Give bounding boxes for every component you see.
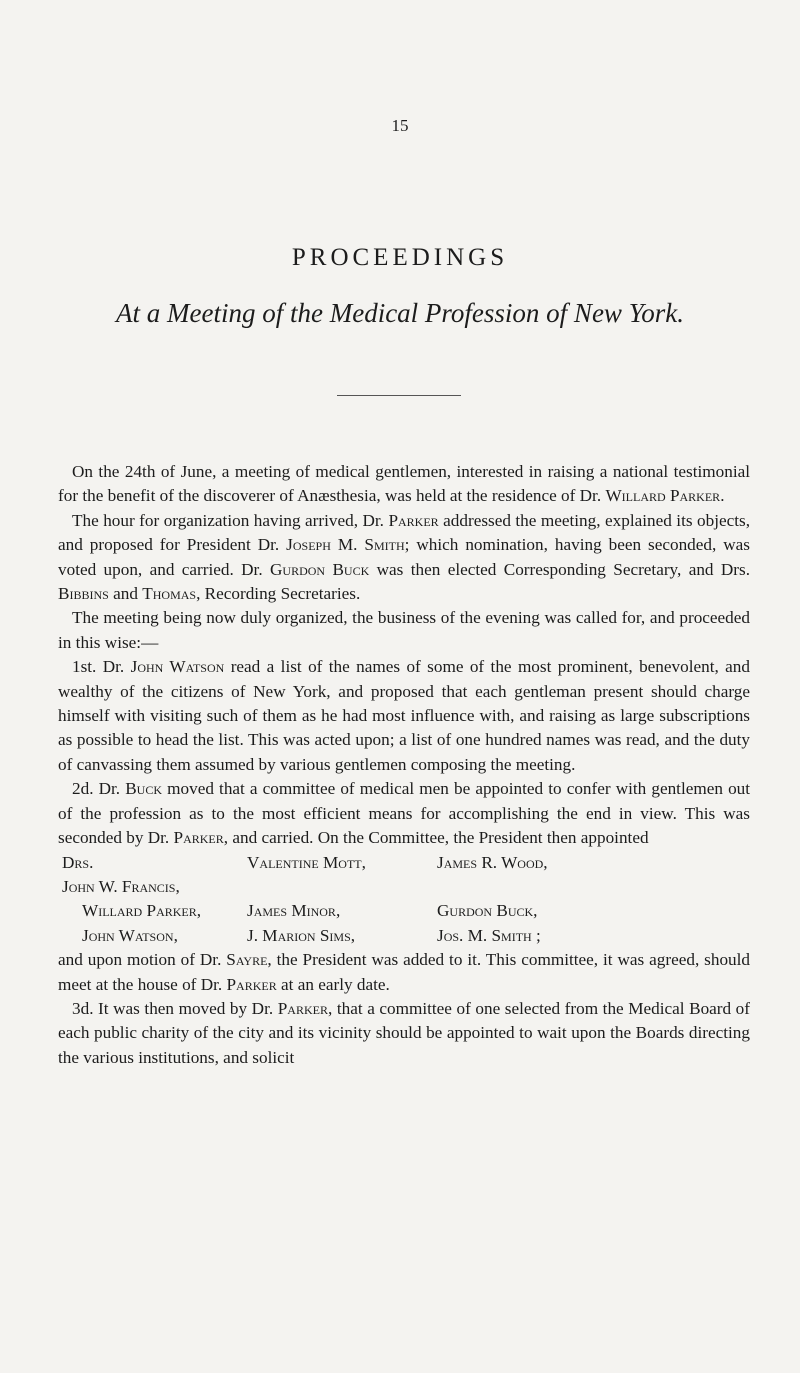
- committee-member: Valentine Mott,: [247, 852, 366, 872]
- paragraph-5: [58, 777, 750, 850]
- text: addressed the meeting, explained its objects, and proposed for President Dr.: [58, 510, 751, 555]
- person-name: Parker: [277, 998, 328, 1018]
- person-name: Parker: [388, 510, 439, 530]
- person-name: Joseph M. Smith: [286, 535, 405, 555]
- person-name: Gurdon Buck: [270, 559, 370, 579]
- page-number: 15: [391, 116, 409, 135]
- paragraph-4: [58, 655, 750, 777]
- person-name: Parker: [226, 974, 277, 994]
- person-name: Thomas: [142, 584, 197, 604]
- committee-list: [62, 851, 750, 949]
- text: .: [720, 486, 725, 506]
- committee-member: Gurdon Buck,: [437, 901, 538, 921]
- text: , Recording Secretaries.: [196, 584, 361, 604]
- document-body: [58, 460, 750, 1070]
- text: read a list of the names of some of the most prominent, benevolent, and wealthy of the citizens of New York, and proposed that each gentleman present should charge himself with visiting such of them as he had most influence with, and raising as large subscriptions as possible to head the list. This was acted upon; a list of one hundred names was read, and the duty of canvassing them assumed by various gentlemen composing the meeting.: [58, 657, 750, 774]
- text: The meeting being now duly organized, the business of the evening was called for, and proceeded in this wise:—: [58, 608, 750, 652]
- person-name: Willard Parker: [605, 486, 721, 506]
- text: , and carried. On the Committee, the President then appointed: [223, 828, 649, 848]
- text: and: [113, 584, 138, 604]
- committee-member: J. Marion Sims,: [247, 925, 356, 945]
- text: 2d. Dr.: [72, 779, 121, 799]
- committee-member: Willard Parker,: [82, 901, 202, 921]
- person-name: Bibbins: [58, 584, 109, 604]
- page-subtitle: At a Meeting of the Medical Profession of New York.: [116, 298, 684, 328]
- text: ; which nomination, having been seconded, was voted upon, and carried. Dr.: [58, 535, 750, 579]
- committee-member: John Watson,: [82, 925, 178, 945]
- paragraph-3: [58, 606, 750, 655]
- paragraph-2: [58, 509, 750, 607]
- text: moved that a committee of medical men be appointed to confer with gentlemen out of the profession as to the most efficient means for accomplishing the end in view. This was seconded by Dr.: [58, 779, 751, 848]
- person-name: John Watson: [130, 657, 225, 677]
- committee-member: [62, 851, 247, 900]
- committee-member: James R. Wood,: [437, 852, 548, 872]
- divider-rule: [337, 395, 461, 396]
- person-name: Parker: [173, 828, 224, 848]
- text: On the 24th of June, a meeting of medical gentlemen, interested in raising a national testimonial for the benefit of the discoverer of Anæsthesia, was held at the residence of Dr.: [58, 462, 750, 506]
- person-name: Buck: [125, 779, 163, 799]
- text: at an early date.: [281, 974, 390, 994]
- committee-member: Jos. M. Smith ;: [437, 925, 541, 945]
- paragraph-7: [58, 997, 750, 1070]
- text: , that a committee of one selected from the Medical Board of each public charity of the city and its vicinity should be appointed to wait upon the Boards directing the various institutions, and solicit: [58, 998, 751, 1067]
- text: was then elected Corresponding Secretary, and Drs.: [376, 559, 751, 579]
- text: , the President was added to it. This committee, it was agreed, should meet at the house of Dr.: [58, 950, 750, 994]
- drs-prefix: Drs.: [62, 852, 94, 872]
- text: 1st. Dr.: [72, 657, 125, 677]
- committee-member: James Minor,: [247, 901, 341, 921]
- paragraph-6: [58, 948, 750, 997]
- paragraph-1: [58, 460, 750, 509]
- page-title: PROCEEDINGS: [291, 244, 509, 271]
- person-name: Sayre: [226, 950, 268, 970]
- text: 3d. It was then moved by Dr.: [72, 998, 274, 1018]
- member-name: John W. Francis,: [62, 876, 180, 896]
- text: The hour for organization having arrived, Dr.: [72, 510, 384, 530]
- text: and upon motion of Dr.: [58, 950, 222, 970]
